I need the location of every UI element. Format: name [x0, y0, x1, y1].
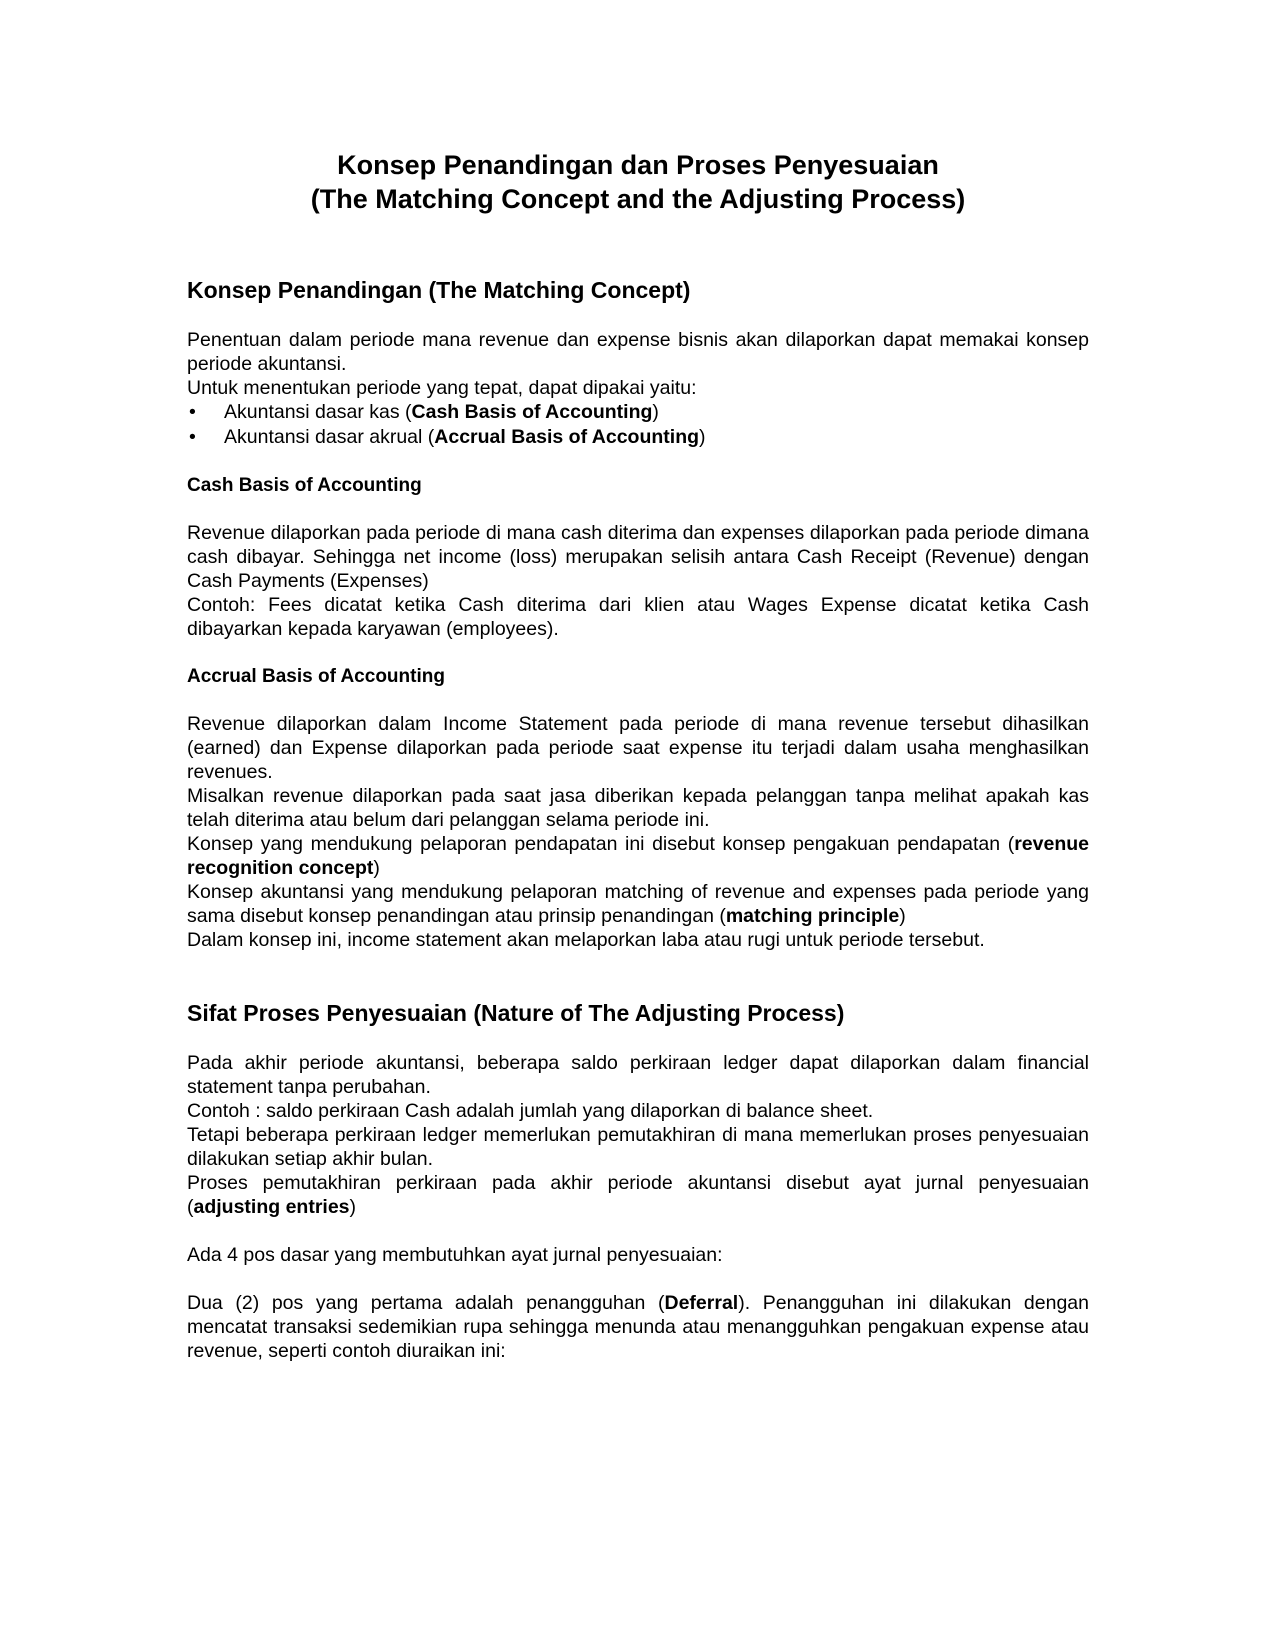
section-heading-matching-concept: Konsep Penandingan (The Matching Concept): [187, 277, 691, 303]
paragraph: Tetapi beberapa perkiraan ledger memerlukan pemutakhiran di mana memerlukan proses penyesuaian dilakukan setiap akhir bulan.: [187, 1124, 1089, 1170]
paragraph: Contoh : saldo perkiraan Cash adalah jumlah yang dilaporkan di balance sheet.: [187, 1100, 874, 1122]
paragraph: Dua (2) pos yang pertama adalah penangguhan (Deferral). Penangguhan ini dilakukan dengan mencatat transaksi sedemikian rupa sehingga menunda atau menangguhkan pengakuan expense atau revenue, seperti contoh diuraikan ini:: [187, 1292, 1089, 1362]
bullet-icon: •: [189, 426, 196, 448]
list-item: • Akuntansi dasar kas (Cash Basis of Accounting): [189, 401, 659, 423]
paragraph: Penentuan dalam periode mana revenue dan expense bisnis akan dilaporkan dapat memakai konsep periode akuntansi.: [187, 329, 1089, 375]
paragraph: Revenue dilaporkan dalam Income Statement pada periode di mana revenue tersebut dihasilkan (earned) dan Expense dilaporkan pada periode saat expense itu terjadi dalam usaha menghasilkan revenues.: [187, 713, 1089, 783]
paragraph: Proses pemutakhiran perkiraan pada akhir periode akuntansi disebut ayat jurnal penyesuaian (adjusting entries): [187, 1172, 1089, 1218]
matching-concept-body: [187, 328, 1089, 450]
section-heading-adjusting-process: Sifat Proses Penyesuaian (Nature of The Adjusting Process): [187, 1000, 845, 1026]
paragraph: Revenue dilaporkan pada periode di mana cash diterima dan expenses dilaporkan pada periode dimana cash dibayar. Sehingga net income (loss) merupakan selisih antara Cash Receipt (Revenue) dengan Cash Payments (Expenses): [187, 522, 1089, 592]
list-item: • Akuntansi dasar akrual (Accrual Basis of Accounting): [189, 426, 706, 448]
paragraph: Ada 4 pos dasar yang membutuhkan ayat jurnal penyesuaian:: [187, 1244, 723, 1266]
paragraph: Dalam konsep ini, income statement akan melaporkan laba atau rugi untuk periode tersebut.: [187, 929, 985, 951]
paragraph: Pada akhir periode akuntansi, beberapa saldo perkiraan ledger dapat dilaporkan dalam financial statement tanpa perubahan.: [187, 1052, 1089, 1098]
adjusting-process-body: [187, 1051, 1089, 1363]
paragraph: Untuk menentukan periode yang tepat, dapat dipakai yaitu:: [187, 377, 697, 399]
cash-basis-body: [187, 521, 1089, 641]
document-title-line1: Konsep Penandingan dan Proses Penyesuaian: [337, 150, 939, 180]
subheading-accrual-basis: Accrual Basis of Accounting: [187, 666, 445, 687]
accrual-basis-body: [187, 712, 1089, 952]
subheading-cash-basis: Cash Basis of Accounting: [187, 475, 422, 496]
bullet-icon: •: [189, 401, 196, 423]
paragraph: Misalkan revenue dilaporkan pada saat jasa diberikan kepada pelanggan tanpa melihat apakah kas telah diterima atau belum dari pelanggan selama periode ini.: [187, 785, 1089, 831]
bullet-list: [187, 400, 1089, 450]
paragraph: Contoh: Fees dicatat ketika Cash diterima dari klien atau Wages Expense dicatat ketika Cash dibayarkan kepada karyawan (employees).: [187, 594, 1089, 640]
paragraph: Konsep akuntansi yang mendukung pelaporan matching of revenue and expenses pada periode yang sama disebut konsep penandingan atau prinsip penandingan (matching principle): [187, 881, 1089, 927]
document-page: [187, 148, 1089, 1363]
paragraph: Konsep yang mendukung pelaporan pendapatan ini disebut konsep pengakuan pendapatan (revenue recognition concept): [187, 833, 1089, 879]
document-title: [187, 148, 1089, 216]
document-title-line2: (The Matching Concept and the Adjusting Process): [310, 184, 966, 214]
